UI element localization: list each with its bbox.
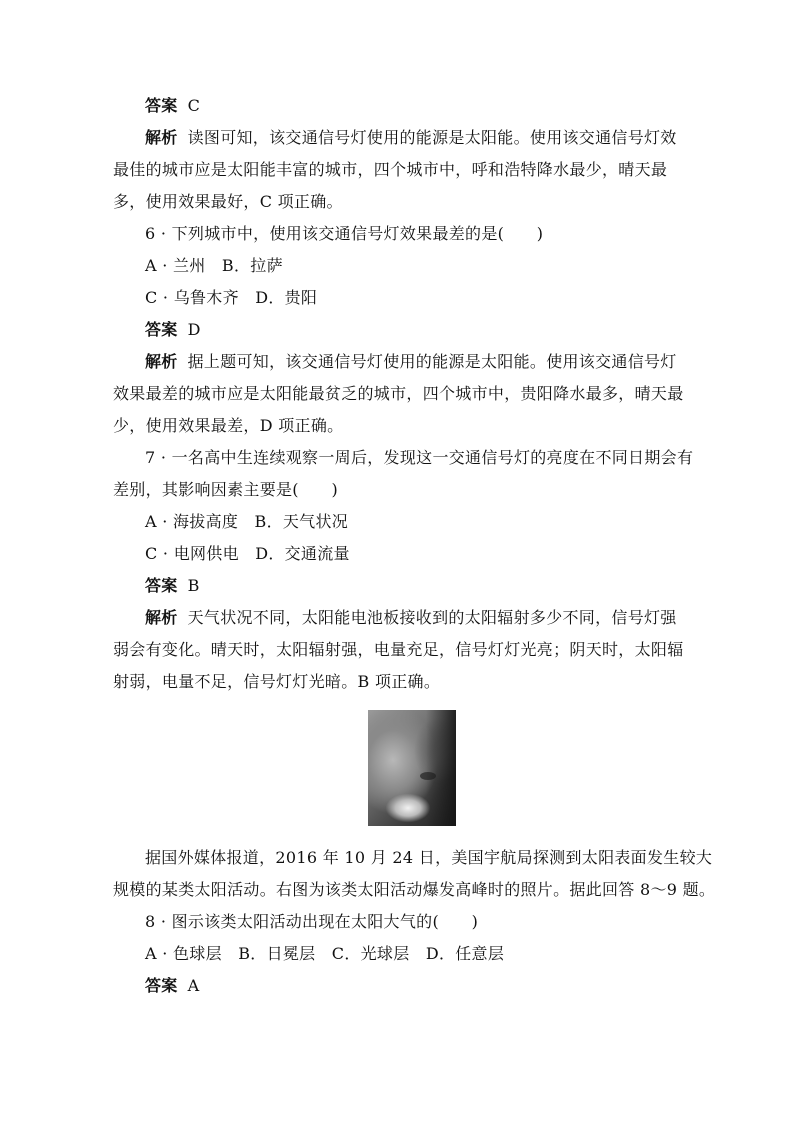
analysis-continuation: 射弱，电量不足，信号灯灯光暗。B 项正确。: [113, 672, 441, 691]
analysis-continuation: 多，使用效果最好，C 项正确。: [113, 192, 343, 211]
photo-limb-shadow: [426, 710, 456, 826]
analysis-label: 解析: [145, 352, 178, 371]
answer-value: C: [187, 96, 201, 115]
answer-line: [145, 976, 720, 996]
analysis-label: 解析: [145, 128, 178, 147]
question-8-options: A · 色球层 B．日冕层 C．光球层 D．任意层: [145, 944, 505, 963]
question-7: 7 · 一名高中生连续观察一周后，发现这一交通信号灯的亮度在不同日期会有: [145, 448, 694, 467]
answer-line: [145, 96, 720, 116]
question-7-continuation: 差别，其影响因素主要是( ): [113, 480, 338, 499]
question-6: 6 · 下列城市中，使用该交通信号灯效果最差的是( ): [145, 224, 544, 243]
question-7-options-ab: A · 海拔高度 B．天气状况: [145, 512, 349, 531]
answer-label: 答案: [145, 320, 178, 339]
answer-label: 答案: [145, 976, 178, 995]
answer-value: B: [187, 576, 200, 595]
analysis-text: 天气状况不同，太阳能电池板接收到的太阳辐射多少不同，信号灯强: [187, 608, 677, 627]
passage-intro: 据国外媒体报道，2016 年 10 月 24 日，美国宇航局探测到太阳表面发生较大: [145, 848, 713, 867]
solar-activity-photo: [368, 710, 456, 826]
answer-line: [145, 320, 720, 340]
analysis-continuation: 最佳的城市应是太阳能丰富的城市，四个城市中，呼和浩特降水最少，晴天最: [113, 160, 668, 179]
answer-value: A: [187, 976, 200, 995]
analysis-text: 读图可知，该交通信号灯使用的能源是太阳能。使用该交通信号灯效: [187, 128, 677, 147]
analysis-continuation: 少，使用效果最差，D 项正确。: [113, 416, 344, 435]
analysis-line: [145, 608, 720, 628]
analysis-line: [145, 352, 720, 372]
passage-continuation: 规模的某类太阳活动。右图为该类太阳活动爆发高峰时的照片。据此回答 8～9 题。: [113, 880, 716, 899]
question-7-options-cd: C · 电网供电 D．交通流量: [145, 544, 350, 563]
analysis-continuation: 效果最差的城市应是太阳能最贫乏的城市，四个城市中，贵阳降水最多，晴天最: [113, 384, 684, 403]
analysis-line: [145, 128, 720, 148]
question-6-options-ab: A · 兰州 B．拉萨: [145, 256, 283, 275]
question-6-options-cd: C · 乌鲁木齐 D．贵阳: [145, 288, 318, 307]
analysis-continuation: 弱会有变化。晴天时，太阳辐射强，电量充足，信号灯灯光亮；阴天时，太阳辐: [113, 640, 684, 659]
analysis-text: 据上题可知，该交通信号灯使用的能源是太阳能。使用该交通信号灯: [187, 352, 677, 371]
analysis-label: 解析: [145, 608, 178, 627]
answer-label: 答案: [145, 96, 178, 115]
answer-value: D: [187, 320, 201, 339]
question-8: 8 · 图示该类太阳活动出现在太阳大气的( ): [145, 912, 479, 931]
answer-line: [145, 576, 720, 596]
answer-label: 答案: [145, 576, 178, 595]
